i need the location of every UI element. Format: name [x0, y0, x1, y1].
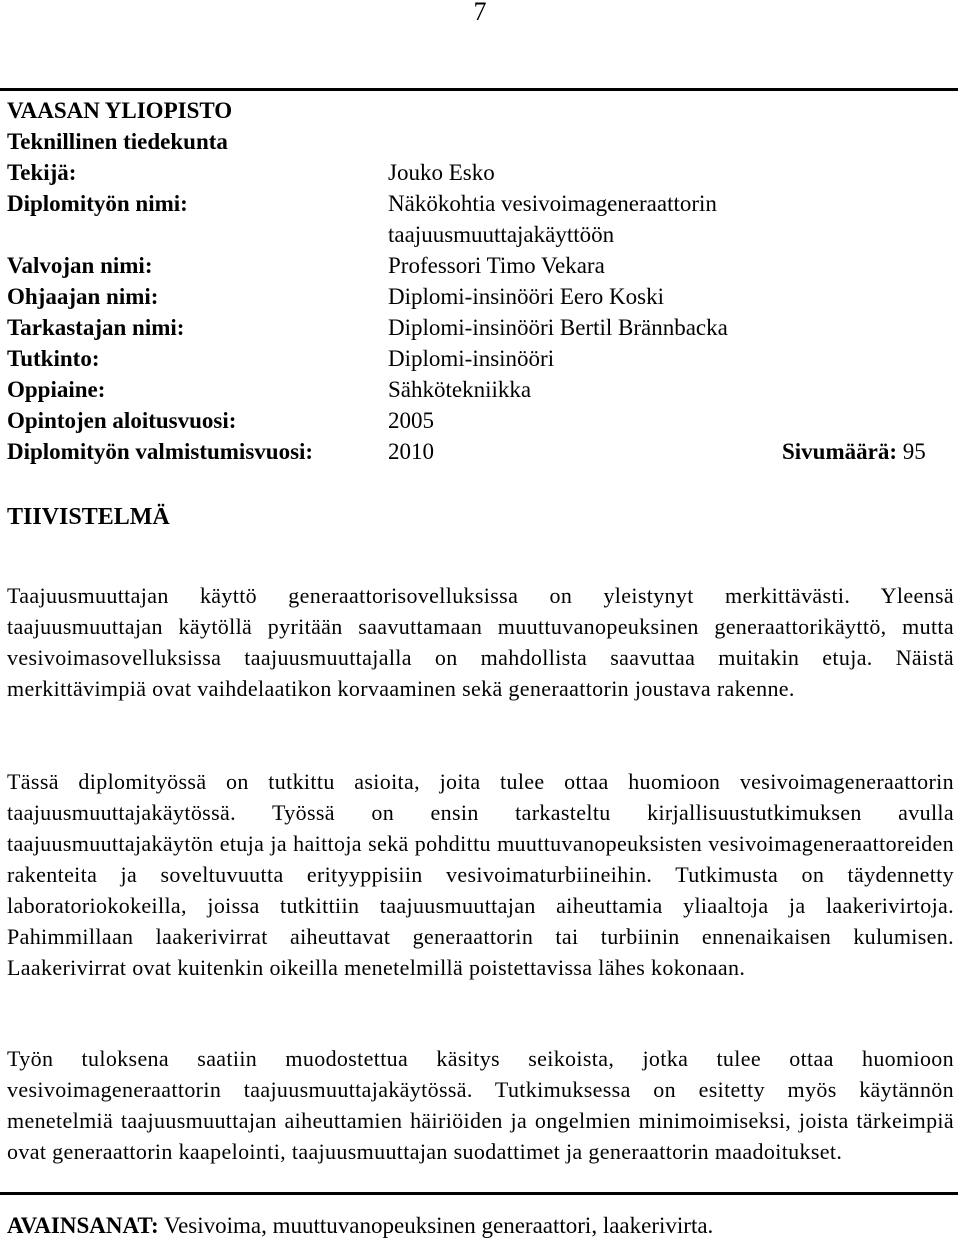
- keywords-label: AVAINSANAT:: [7, 1213, 159, 1238]
- meta-value: Diplomi-insinööri: [388, 346, 555, 371]
- document-header: [7, 95, 232, 157]
- meta-value: Diplomi-insinööri Bertil Brännbacka: [388, 315, 728, 340]
- abstract-paragraph: Työn tuloksena saatiin muodostettua käsitys seikoista, jotka tulee ottaa huomioon vesivoimageneraattorin taajuusmuuttajakäytössä. Tutkimuksessa on esitetty myös käytännön menetelmiä taajuusmuuttajan aiheuttamien häiriöiden ja ongelmien minimoimiseksi, joista tärkeimpiä ovat generaattorin kaapelointi, taajuusmuuttajan suodattimet ja generaattorin maadoitukset.: [7, 1046, 954, 1164]
- meta-label: Tutkinto:: [7, 346, 100, 371]
- meta-value: 2010: [388, 439, 434, 464]
- meta-label: Diplomityön valmistumisvuosi:: [7, 439, 314, 464]
- meta-label: Diplomityön nimi:: [7, 191, 188, 216]
- meta-label: Tekijä:: [7, 160, 77, 185]
- meta-value: Diplomi-insinööri Eero Koski: [388, 284, 664, 309]
- meta-value: 2005: [388, 408, 434, 433]
- meta-label: Valvojan nimi:: [7, 253, 153, 278]
- keywords-text: Vesivoima, muuttuvanopeuksinen generaattori, laakerivirta.: [164, 1213, 714, 1238]
- page-count: [782, 436, 926, 467]
- top-rule: [0, 88, 958, 91]
- meta-value: Professori Timo Vekara: [388, 253, 605, 278]
- page-count-label: Sivumäärä:: [782, 439, 897, 464]
- page-count-value: 95: [902, 439, 926, 464]
- abstract-paragraph: Tässä diplomityössä on tutkittu asioita, joita tulee ottaa huomioon vesivoimageneraattorin taajuusmuuttajakäytössä. Työssä on ensin tarkasteltu kirjallisuustutkimuksen avulla taajuusmuuttajakäytön etuja ja haittoja sekä pohdittu muuttuvanopeuksisten vesivoimageneraattoreiden rakenteita ja soveltuvuutta erityyppisiin vesivoimaturbiineihin. Tutkimusta on täydennetty laboratoriokokeilla, joissa tutkittiin taajuusmuuttajan aiheuttamia yliaaltoja ja laakerivirtoja. Pahimmillaan laakerivirrat aiheuttavat generaattorin tai turbiinin ennenaikaisen kulumisen. Laakerivirrat ovat kuitenkin oikeilla menetelmillä poistettavissa lähes kokonaan.: [7, 769, 954, 980]
- abstract-title: TIIVISTELMÄ: [7, 504, 170, 530]
- meta-value: Näkökohtia vesivoimageneraattorin: [388, 191, 717, 216]
- meta-label: Opintojen aloitusvuosi:: [7, 408, 237, 433]
- keywords: [7, 1211, 713, 1241]
- meta-label: Oppiaine:: [7, 377, 106, 402]
- faculty-name: Teknillinen tiedekunta: [7, 129, 228, 154]
- meta-value: Jouko Esko: [388, 160, 495, 185]
- bottom-rule: [0, 1192, 958, 1195]
- page-number: 7: [473, 0, 487, 26]
- meta-value: taajuusmuuttajakäyttöön: [388, 222, 615, 247]
- university-name: VAASAN YLIOPISTO: [7, 98, 233, 123]
- meta-label: Ohjaajan nimi:: [7, 284, 159, 309]
- abstract-paragraph: Taajuusmuuttajan käyttö generaattorisovelluksissa on yleistynyt merkittävästi. Yleensä taajuusmuuttajan käytöllä pyritään saavuttamaan muuttuvanopeuksinen generaattorikäyttö, mutta vesivoimasovelluksissa taajuusmuuttajalla on mahdollista saavuttaa muitakin etuja. Näistä merkittävimpiä ovat vaihdelaatikon korvaaminen sekä generaattorin joustava rakenne.: [7, 583, 954, 701]
- meta-value: Sähkötekniikka: [388, 377, 532, 402]
- meta-label: Tarkastajan nimi:: [7, 315, 185, 340]
